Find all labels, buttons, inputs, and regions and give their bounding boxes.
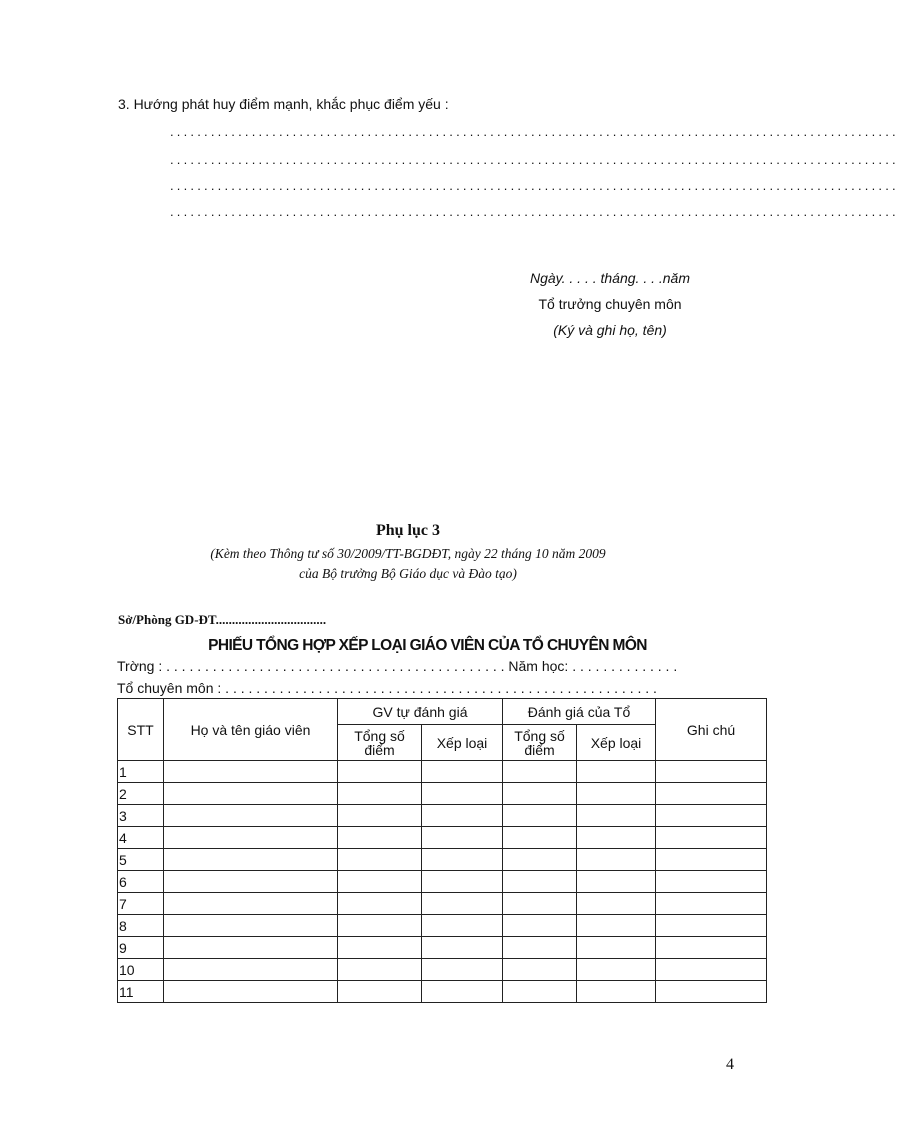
table-cell[interactable] [338,783,422,805]
header-self-assessment: GV tự đánh giá [338,699,503,725]
table-cell[interactable] [164,871,338,893]
table-cell[interactable] [656,981,767,1003]
table-cell[interactable] [422,849,503,871]
header-teacher-name: Họ và tên giáo viên [164,699,338,761]
table-row [118,761,767,783]
table-cell[interactable] [164,805,338,827]
header-total-score: Tổng số điểm [503,725,577,761]
row-number: 3 [118,805,164,827]
table-cell[interactable] [422,805,503,827]
table-cell[interactable] [577,849,656,871]
table-cell[interactable] [338,761,422,783]
table-cell[interactable] [503,871,577,893]
department-field: Sở/Phòng GD-ĐT.................................. [118,612,327,627]
dotted-line: ........................................................................................................... [170,204,899,219]
row-number: 10 [118,959,164,981]
table-row [118,981,767,1003]
table-cell[interactable] [338,805,422,827]
row-number: 1 [118,761,164,783]
header-rank: Xếp loại [577,725,656,761]
table-cell[interactable] [164,893,338,915]
row-number: 4 [118,827,164,849]
section-heading: 3. Hướng phát huy điểm mạnh, khắc phục điểm yếu : [118,96,449,112]
table-cell[interactable] [656,827,767,849]
dotted-line: ........................................................................................................... [170,152,899,167]
table-cell[interactable] [503,783,577,805]
table-cell[interactable] [656,893,767,915]
table-cell[interactable] [164,981,338,1003]
dotted-line: ........................................................................................................... [170,124,899,139]
table-cell[interactable] [503,915,577,937]
table-cell[interactable] [656,915,767,937]
table-cell[interactable] [338,849,422,871]
table-cell[interactable] [164,915,338,937]
header-total-score: Tổng số điểm [338,725,422,761]
table-row [118,959,767,981]
header-team-assessment: Đánh giá của Tổ [503,699,656,725]
row-number: 7 [118,893,164,915]
table-cell[interactable] [577,761,656,783]
appendix-subtitle: của Bộ trưởng Bộ Giáo dục và Đào tạo) [299,566,517,581]
table-cell[interactable] [503,849,577,871]
table-cell[interactable] [577,783,656,805]
table-cell[interactable] [656,959,767,981]
table-cell[interactable] [422,893,503,915]
table-row [118,805,767,827]
table-cell[interactable] [503,981,577,1003]
table-cell[interactable] [656,805,767,827]
signature-date: Ngày. . . . . tháng. . . .năm [529,270,691,286]
row-number: 6 [118,871,164,893]
table-cell[interactable] [422,937,503,959]
table-cell[interactable] [338,827,422,849]
table-cell[interactable] [164,827,338,849]
table-cell[interactable] [422,871,503,893]
table-cell[interactable] [338,893,422,915]
table-cell[interactable] [422,827,503,849]
table-row [118,783,767,805]
appendix-subtitle: (Kèm theo Thông tư số 30/2009/TT-BGDĐT, ngày 22 tháng 10 năm 2009 [210,546,606,561]
table-cell[interactable] [656,849,767,871]
table-cell[interactable] [577,937,656,959]
header-rank: Xếp loại [422,725,503,761]
table-cell[interactable] [656,871,767,893]
page-number: 4 [726,1056,734,1073]
table-cell[interactable] [656,783,767,805]
table-cell[interactable] [577,893,656,915]
table-cell[interactable] [656,761,767,783]
row-number: 9 [118,937,164,959]
table-cell[interactable] [338,959,422,981]
header-stt: STT [118,699,164,761]
table-cell[interactable] [164,849,338,871]
signature-note: (Ký và ghi họ, tên) [553,322,667,338]
table-row [118,827,767,849]
table-cell[interactable] [422,981,503,1003]
table-cell[interactable] [577,981,656,1003]
table-cell[interactable] [577,959,656,981]
signature-role: Tổ trưởng chuyên môn [538,296,682,312]
form-title: PHIẾU TỔNG HỢP XẾP LOẠI GIÁO VIÊN CỦA TỔ CHUYÊN MÔN [208,637,647,654]
table-cell[interactable] [338,937,422,959]
table-cell[interactable] [422,761,503,783]
table-row [118,915,767,937]
table-cell[interactable] [656,937,767,959]
table-cell[interactable] [503,959,577,981]
school-field: Trờng : . . . . . . . . . . . . . . . . . . . . . . . . . . . . . . . . . . . . . . . . . . . . Năm học: . . . . . . . . . . . . . . [117,658,678,674]
table-row [118,893,767,915]
table-row [118,871,767,893]
table-cell[interactable] [338,871,422,893]
table-cell[interactable] [577,915,656,937]
team-field: Tổ chuyên môn : . . . . . . . . . . . . . . . . . . . . . . . . . . . . . . . . . . . . . . . . . . . . . . . . . . . . . . . . [117,680,657,696]
table-cell[interactable] [422,783,503,805]
row-number: 8 [118,915,164,937]
table-cell[interactable] [503,893,577,915]
table-cell[interactable] [164,959,338,981]
table-body [118,761,767,1003]
table-cell[interactable] [422,915,503,937]
summary-table [117,698,767,1003]
table-cell[interactable] [422,959,503,981]
table-row [118,849,767,871]
row-number: 11 [118,981,164,1003]
table-cell[interactable] [577,805,656,827]
table-cell[interactable] [503,761,577,783]
dotted-line: ........................................................................................................... [170,178,899,193]
table-cell[interactable] [338,915,422,937]
table-cell[interactable] [164,937,338,959]
table-row [118,937,767,959]
table-cell[interactable] [503,805,577,827]
table-cell[interactable] [164,783,338,805]
table-cell[interactable] [503,937,577,959]
row-number: 2 [118,783,164,805]
table-cell[interactable] [338,981,422,1003]
appendix-title: Phụ lục 3 [375,522,440,539]
header-notes: Ghi chú [656,699,767,761]
table-cell[interactable] [577,827,656,849]
row-number: 5 [118,849,164,871]
table-cell[interactable] [577,871,656,893]
table-cell[interactable] [503,827,577,849]
table-cell[interactable] [164,761,338,783]
